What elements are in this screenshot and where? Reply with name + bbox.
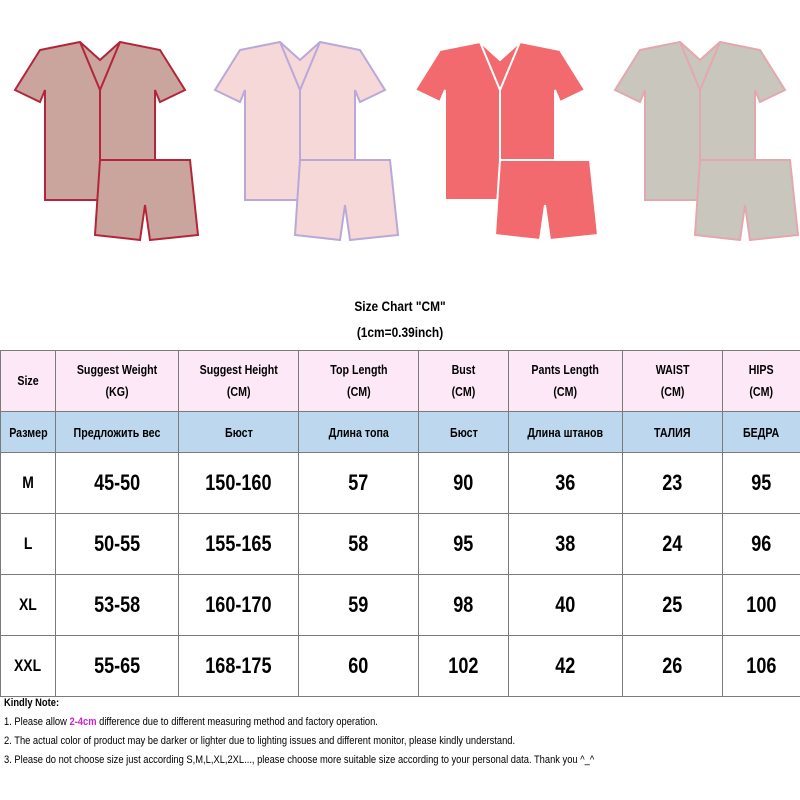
header-hips: HIPS (CM) (723, 351, 800, 412)
table-cell: 50-55 (56, 514, 179, 575)
header-row (1, 351, 800, 412)
table-cell: 100 (723, 575, 800, 636)
table-cell: 60 (299, 636, 419, 697)
table-cell: 102 (419, 636, 509, 697)
russian-header: Длина топа (299, 412, 419, 453)
pink-plaid-pajama-photo (200, 30, 400, 255)
header-waist: WAIST (CM) (623, 351, 723, 412)
header-top-length: Top Length (CM) (299, 351, 419, 412)
russian-header: Длина штанов (509, 412, 623, 453)
note-3: 3. Please do not choose size just according S,M,L,XL,2XL..., please choose more suitable size according to your personal data. Thank you ^_^ (4, 754, 595, 766)
table-cell: 23 (623, 453, 723, 514)
table-cell: 45-50 (56, 453, 179, 514)
russian-header: Бюст (419, 412, 509, 453)
russian-header: Бюст (179, 412, 299, 453)
table-cell: 36 (509, 453, 623, 514)
table-cell: 155-165 (179, 514, 299, 575)
russian-header: БЕДРА (723, 412, 800, 453)
table-cell: 95 (419, 514, 509, 575)
table-row (1, 575, 800, 636)
table-row (1, 514, 800, 575)
table-cell: M (1, 453, 56, 514)
header-suggest-weight: Suggest Weight (KG) (56, 351, 179, 412)
table-cell: 95 (723, 453, 800, 514)
table-cell: 24 (623, 514, 723, 575)
grey-plaid-pajama-photo (600, 30, 800, 255)
russian-header: Предложить вес (56, 412, 179, 453)
table-cell: 59 (299, 575, 419, 636)
pink-dot-pajama-photo (0, 30, 200, 255)
table-row (1, 453, 800, 514)
table-cell: 25 (623, 575, 723, 636)
table-cell: 160-170 (179, 575, 299, 636)
note-heading: Kindly Note: (4, 697, 60, 709)
table-cell: 38 (509, 514, 623, 575)
table-cell: 58 (299, 514, 419, 575)
header-size: Size (1, 351, 56, 412)
table-row (1, 636, 800, 697)
russian-header-row (1, 412, 800, 453)
table-cell: 53-58 (56, 575, 179, 636)
table-cell: 40 (509, 575, 623, 636)
red-gingham-pajama-photo (400, 30, 600, 255)
table-cell: XL (1, 575, 56, 636)
table-cell: 57 (299, 453, 419, 514)
table-cell: 90 (419, 453, 509, 514)
table-cell: 168-175 (179, 636, 299, 697)
kindly-note (4, 694, 698, 770)
header-bust: Bust (CM) (419, 351, 509, 412)
chart-subtitle: (1cm=0.39inch) (356, 324, 444, 340)
table-cell: 96 (723, 514, 800, 575)
table-cell: XXL (1, 636, 56, 697)
table-cell: 42 (509, 636, 623, 697)
table-cell: L (1, 514, 56, 575)
russian-header: Размер (1, 412, 56, 453)
table-cell: 26 (623, 636, 723, 697)
note-2: 2. The actual color of product may be darker or lighter due to lighting issues and different monitor, please kindly understand. (4, 735, 516, 747)
header-pants-length: Pants Length (CM) (509, 351, 623, 412)
table-cell: 55-65 (56, 636, 179, 697)
product-photos (0, 30, 800, 255)
chart-title: Size Chart "CM" (354, 298, 446, 314)
table-cell: 150-160 (179, 453, 299, 514)
table-cell: 98 (419, 575, 509, 636)
size-table (0, 350, 800, 697)
header-suggest-height: Suggest Height (CM) (179, 351, 299, 412)
note-highlight: 2-4cm (69, 716, 97, 728)
table-cell: 106 (723, 636, 800, 697)
russian-header: ТАЛИЯ (623, 412, 723, 453)
note-1: 1. Please allow 2-4cm difference due to different measuring method and factory operation. (4, 716, 378, 728)
